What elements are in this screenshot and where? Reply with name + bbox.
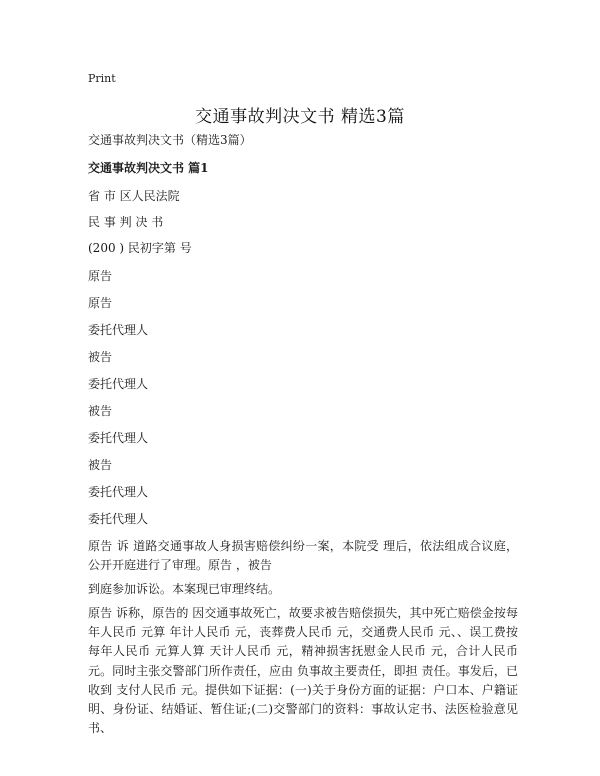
paragraph-intro: 原告 诉 道路交通事故人身损害赔偿纠纷一案，本院受 理后，依法组成合议庭，公开开庭进行了审理。原告 ，被告 (88, 539, 518, 573)
party-line: 被告 (88, 458, 113, 472)
party-line: 原告 (88, 269, 113, 283)
party-line: 委托代理人 (88, 431, 149, 445)
section-heading: 交通事故判决文书 篇1 (88, 161, 209, 175)
print-label[interactable]: Print (88, 72, 116, 85)
paragraph-status: 到庭参加诉讼。本案现已审理终结。 (88, 582, 281, 596)
paragraph-claims: 原告 诉称，原告的 因交通事故死亡，故要求被告赔偿损失，其中死亡赔偿金按每年人民币 元算 年计人民币 元，丧葬费人民币 元，交通费人民币 元、、误工费按每年人民币 元算人算 天计人民币 元，精神损害抚慰金人民币 元，合计人民币 元。同时主张交警部门所作责任，应由 负事故主要责任，即担 责任。事发后，已收到 支付人民币 元。提供如下证据：(一)关于身份方面的证据：户口本、户籍证明、身份证、结婚证、暂住证;(二)交警部门的资料：事故认定书、法医检验意见书、 (88, 606, 518, 736)
party-line: 委托代理人 (88, 323, 149, 337)
court-name: 省 市 区人民法院 (88, 189, 180, 203)
document-type: 民 事 判 决 书 (88, 215, 164, 229)
subtitle: 交通事故判决文书（精选3篇） (88, 133, 252, 147)
party-line: 被告 (88, 350, 113, 364)
document-title: 交通事故判决文书 精选3篇 (195, 107, 405, 127)
party-line: 委托代理人 (88, 377, 149, 391)
case-number: (200 ) 民初字第 号 (88, 241, 192, 255)
party-line: 原告 (88, 296, 113, 310)
party-line: 委托代理人 (88, 485, 149, 499)
party-line: 委托代理人 (88, 512, 149, 526)
party-line: 被告 (88, 404, 113, 418)
